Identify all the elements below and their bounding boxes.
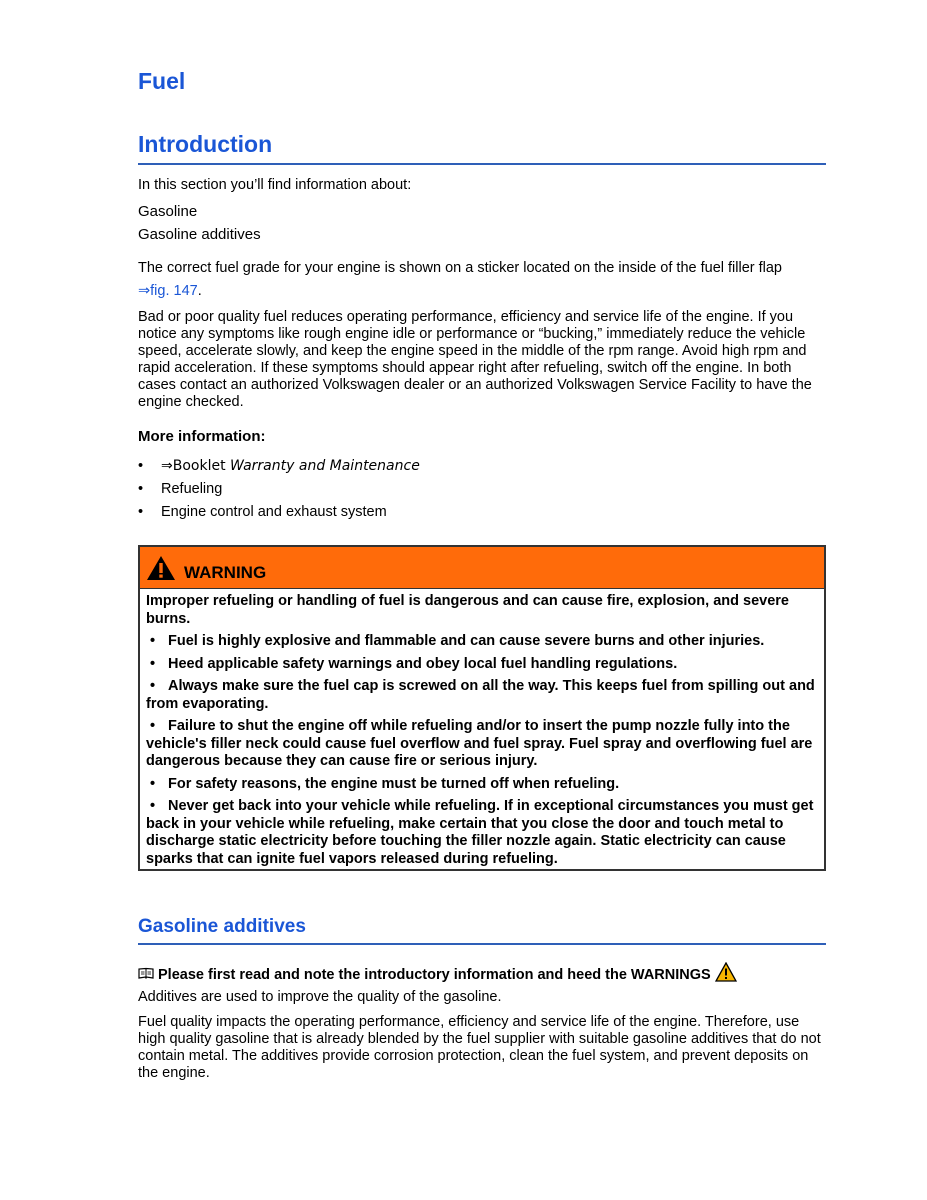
booklet-title: Warranty and Maintenance bbox=[230, 458, 420, 474]
warning-item bbox=[146, 776, 818, 794]
more-info-heading: More information: bbox=[138, 428, 266, 445]
more-info-item-booklet[interactable] bbox=[138, 458, 420, 481]
bullet-icon: • bbox=[138, 504, 144, 520]
warning-item bbox=[146, 678, 818, 713]
warning-item-text: For safety reasons, the engine must be turned off when refueling. bbox=[168, 775, 620, 792]
warning-item-text: Heed applicable safety warnings and obey local fuel handling regulations. bbox=[168, 655, 678, 672]
additives-paragraph-2: Fuel quality impacts the operating performance, efficiency and service life of the engine. Therefore, use high quality gasoline that is already blended by the fuel supplier with suitable gasoline additives that do not contain metal. The additives provide corrosion protection, clean the fuel system, and prevent deposits on the engine. bbox=[138, 1014, 821, 1081]
warning-header bbox=[140, 547, 824, 589]
warning-triangle-icon[interactable] bbox=[715, 962, 737, 987]
warning-triangle-icon bbox=[146, 555, 176, 586]
read-first-note bbox=[138, 962, 826, 987]
fuel-grade-paragraph: The correct fuel grade for your engine is shown on a sticker located on the inside of the fuel filler flap bbox=[138, 260, 782, 276]
bullet-icon: • bbox=[138, 481, 144, 497]
warning-item bbox=[146, 798, 818, 868]
warning-box bbox=[138, 545, 826, 871]
bad-fuel-paragraph: Bad or poor quality fuel reduces operating performance, efficiency and service life of the engine. If you notice any symptoms like rough engine idle or performance or “bucking,” immediately reduce the vehicle speed, accelerate slowly, and keep the engine speed in the middle of the rpm range. Avoid high rpm and rapid acceleration. If these symptoms should appear right after refueling, switch off the engine. In both cases contact an authorized Volkswagen dealer or an authorized Volkswagen Service Facility to have the engine checked. bbox=[138, 309, 812, 410]
warning-item-text: Fuel is highly explosive and flammable and can cause severe burns and other injuries. bbox=[168, 633, 765, 649]
bullet-icon: • bbox=[146, 678, 156, 694]
arrow-icon: ⇒ bbox=[138, 283, 151, 299]
bullet-icon: • bbox=[146, 798, 156, 814]
warning-label: WARNING bbox=[184, 563, 267, 582]
fuel-grade-reference bbox=[138, 283, 826, 300]
warning-item bbox=[146, 633, 818, 651]
bullet-icon: • bbox=[146, 655, 156, 672]
booklet-prefix: ⇒Booklet bbox=[161, 458, 231, 474]
period: . bbox=[197, 283, 202, 299]
section-heading-gasoline-additives: Gasoline additives bbox=[138, 916, 826, 945]
warning-item-text: Always make sure the fuel cap is screwed on all the way. This keeps fuel from spilling out and from evaporating. bbox=[146, 678, 815, 712]
warning-lead: Improper refueling or handling of fuel is dangerous and can cause fire, explosion, and severe burns. bbox=[146, 593, 789, 627]
more-info-list bbox=[138, 458, 420, 527]
more-info-item-engine-control[interactable] bbox=[138, 504, 420, 527]
topic-link-gasoline-additives[interactable]: Gasoline additives bbox=[138, 226, 261, 243]
warning-item-text: Failure to shut the engine off while refueling and/or to insert the pump nozzle fully into the vehicle's filler neck could cause fuel overflow and fuel spray. Fuel spray and overflowing fuel are dangerous because they can cause fire or serious injury. bbox=[146, 718, 813, 769]
more-info-label: Engine control and exhaust system bbox=[161, 504, 387, 520]
warning-item bbox=[146, 656, 818, 674]
section-heading-introduction: Introduction bbox=[138, 131, 826, 165]
bullet-icon: • bbox=[138, 458, 144, 474]
more-info-label: Refueling bbox=[161, 481, 223, 497]
chapter-title: Fuel bbox=[138, 68, 186, 94]
read-first-text: Please first read and note the introductory information and heed the WARNINGS bbox=[158, 967, 711, 983]
topic-link-gasoline[interactable]: Gasoline bbox=[138, 203, 198, 220]
intro-lead: In this section you’ll find information about: bbox=[138, 177, 412, 193]
warning-body bbox=[140, 589, 824, 868]
bullet-icon: • bbox=[146, 718, 156, 734]
more-info-item-refueling[interactable] bbox=[138, 481, 420, 504]
additives-paragraph-1: Additives are used to improve the quality of the gasoline. bbox=[138, 989, 502, 1005]
figure-link[interactable]: fig. 147 bbox=[150, 283, 198, 299]
warning-item-text: Never get back into your vehicle while refueling. If in exceptional circumstances you must get back in your vehicle while refueling, make certain that you close the door and touch metal to discharge static electricity before touching the filler nozzle again. Static electricity can cause sparks that can ignite fuel vapors released during refueling. bbox=[146, 798, 814, 867]
warning-item bbox=[146, 718, 818, 771]
bullet-icon: • bbox=[146, 633, 156, 649]
book-icon bbox=[138, 967, 154, 984]
bullet-icon: • bbox=[146, 775, 156, 792]
